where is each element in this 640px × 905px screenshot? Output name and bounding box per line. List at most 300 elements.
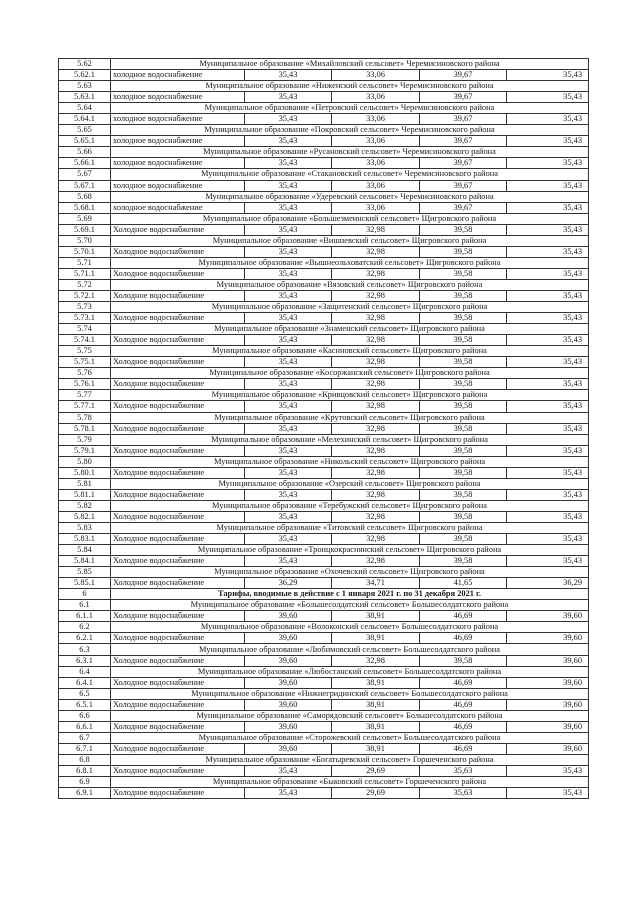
tariff-value-3: 35,63: [420, 766, 507, 777]
service-name: холодное водоснабжение: [111, 202, 245, 213]
tariff-value-1: 39,60: [245, 699, 332, 710]
tariff-value-2: 32,98: [332, 246, 420, 257]
row-number: 6.1.1: [59, 611, 111, 622]
municipality-heading-row: [59, 600, 589, 611]
municipality-heading-row: [59, 103, 589, 114]
tariff-value-4: 35,43: [507, 534, 589, 545]
tariff-row: [59, 423, 589, 434]
row-number: 5.80: [59, 456, 111, 467]
tariff-value-4: 35,43: [507, 489, 589, 500]
tariff-value-4: 39,60: [507, 633, 589, 644]
service-name: Холодное водоснабжение: [111, 445, 245, 456]
municipality-name: Муниципальное образование «Большезмеинский сельсовет» Щигровского района: [111, 213, 589, 224]
tariff-value-3: 39,58: [420, 655, 507, 666]
tariff-value-4: 35,43: [507, 202, 589, 213]
row-number: 5.84: [59, 545, 111, 556]
row-number: 6.3.1: [59, 655, 111, 666]
tariff-row: [59, 379, 589, 390]
municipality-heading-row: [59, 500, 589, 511]
tariff-value-1: 35,43: [245, 379, 332, 390]
municipality-name: Муниципальное образование «Вишневский сельсовет» Щигровского района: [111, 235, 589, 246]
tariff-value-4: 35,43: [507, 788, 589, 799]
tariff-value-1: 39,60: [245, 677, 332, 688]
row-number: 5.85.1: [59, 578, 111, 589]
tariff-value-2: 38,91: [332, 677, 420, 688]
tariff-value-3: 46,69: [420, 699, 507, 710]
tariff-value-1: 35,43: [245, 313, 332, 324]
tariff-row: [59, 743, 589, 754]
tariff-row: [59, 401, 589, 412]
service-name: холодное водоснабжение: [111, 136, 245, 147]
tariff-value-1: 35,43: [245, 158, 332, 169]
section-title: Тарифы, вводимые в действие с 1 января 2021 г. по 31 декабря 2021 г.: [111, 589, 589, 600]
tariff-row: [59, 246, 589, 257]
service-name: Холодное водоснабжение: [111, 788, 245, 799]
tariff-row: [59, 92, 589, 103]
municipality-name: Муниципальное образование «Троицкокраснянский сельсовет» Щигровского района: [111, 545, 589, 556]
tariff-row: [59, 313, 589, 324]
tariff-value-1: 35,43: [245, 202, 332, 213]
tariff-value-4: 35,43: [507, 114, 589, 125]
municipality-name: Муниципальное образование «Крутовский сельсовет» Щигровского района: [111, 412, 589, 423]
tariff-value-1: 35,43: [245, 92, 332, 103]
service-name: Холодное водоснабжение: [111, 357, 245, 368]
municipality-name: Муниципальное образование «Большесолдатский сельсовет» Большесолдатского района: [111, 600, 589, 611]
row-number: 5.69.1: [59, 224, 111, 235]
tariff-value-3: 46,69: [420, 677, 507, 688]
tariff-value-2: 32,98: [332, 655, 420, 666]
tariff-value-2: 33,06: [332, 114, 420, 125]
row-number: 6.5.1: [59, 699, 111, 710]
service-name: Холодное водоснабжение: [111, 766, 245, 777]
tariff-value-2: 38,91: [332, 611, 420, 622]
municipality-heading-row: [59, 412, 589, 423]
tariff-value-4: 39,60: [507, 655, 589, 666]
tariff-value-3: 39,58: [420, 290, 507, 301]
service-name: Холодное водоснабжение: [111, 246, 245, 257]
municipality-name: Муниципальное образование «Богатыревский сельсовет» Горшеченского района: [111, 754, 589, 765]
tariff-row: [59, 335, 589, 346]
row-number: 6.7.1: [59, 743, 111, 754]
tariff-value-1: 35,43: [245, 766, 332, 777]
municipality-heading-row: [59, 710, 589, 721]
tariff-value-1: 35,43: [245, 423, 332, 434]
municipality-name: Муниципальное образование «Сторожевский сельсовет» Большесолдатского района: [111, 732, 589, 743]
row-number: 6.8.1: [59, 766, 111, 777]
tariff-value-3: 46,69: [420, 611, 507, 622]
tariff-value-3: 39,67: [420, 180, 507, 191]
tariff-row: [59, 556, 589, 567]
tariff-value-4: 35,43: [507, 70, 589, 81]
tariff-value-1: 35,43: [245, 180, 332, 191]
tariff-value-2: 34,71: [332, 578, 420, 589]
tariff-value-3: 39,58: [420, 467, 507, 478]
row-number: 5.72: [59, 279, 111, 290]
tariff-value-3: 39,58: [420, 246, 507, 257]
tariff-row: [59, 114, 589, 125]
row-number: 5.83: [59, 522, 111, 533]
municipality-name: Муниципальное образование «Быковский сельсовет» Горшеченского района: [111, 777, 589, 788]
municipality-name: Муниципальное образование «Вышнеольховатский сельсовет» Щигровского района: [111, 257, 589, 268]
tariff-value-4: 35,43: [507, 766, 589, 777]
municipality-heading-row: [59, 545, 589, 556]
tariff-value-4: 35,43: [507, 556, 589, 567]
tariff-row: [59, 158, 589, 169]
tariff-value-1: 35,43: [245, 788, 332, 799]
tariff-value-3: 39,58: [420, 445, 507, 456]
tariff-row: [59, 611, 589, 622]
service-name: Холодное водоснабжение: [111, 467, 245, 478]
tariff-value-3: 39,58: [420, 379, 507, 390]
row-number: 6.5: [59, 688, 111, 699]
tariff-value-1: 39,60: [245, 743, 332, 754]
service-name: Холодное водоснабжение: [111, 313, 245, 324]
row-number: 6.1: [59, 600, 111, 611]
municipality-heading-row: [59, 191, 589, 202]
tariff-value-2: 38,91: [332, 699, 420, 710]
tariff-value-2: 32,98: [332, 379, 420, 390]
tariff-row: [59, 578, 589, 589]
row-number: 6.9: [59, 777, 111, 788]
municipality-heading-row: [59, 732, 589, 743]
row-number: 6.4.1: [59, 677, 111, 688]
municipality-name: Муниципальное образование «Русановский сельсовет» Черемисиновского района: [111, 147, 589, 158]
tariff-row: [59, 699, 589, 710]
municipality-heading-row: [59, 522, 589, 533]
municipality-heading-row: [59, 147, 589, 158]
tariff-value-1: 35,43: [245, 136, 332, 147]
row-number: 5.76: [59, 368, 111, 379]
row-number: 5.73: [59, 302, 111, 313]
tariff-value-3: 39,58: [420, 357, 507, 368]
municipality-heading-row: [59, 368, 589, 379]
tariff-value-3: 46,69: [420, 743, 507, 754]
tariff-row: [59, 467, 589, 478]
tariff-value-3: 46,69: [420, 633, 507, 644]
municipality-name: Муниципальное образование «Нижнегридинский сельсовет» Большесолдатского района: [111, 688, 589, 699]
row-number: 5.71: [59, 257, 111, 268]
tariff-value-4: 35,43: [507, 445, 589, 456]
tariff-value-2: 32,98: [332, 467, 420, 478]
row-number: 6: [59, 589, 111, 600]
municipality-name: Муниципальное образование «Михайловский сельсовет» Черемисиновского района: [111, 59, 589, 70]
municipality-name: Муниципальное образование «Саморядовский сельсовет» Большесолдатского района: [111, 710, 589, 721]
municipality-heading-row: [59, 567, 589, 578]
service-name: Холодное водоснабжение: [111, 534, 245, 545]
service-name: Холодное водоснабжение: [111, 224, 245, 235]
tariff-value-1: 35,43: [245, 445, 332, 456]
municipality-heading-row: [59, 279, 589, 290]
tariff-value-1: 35,43: [245, 401, 332, 412]
tariff-value-3: 39,58: [420, 489, 507, 500]
tariff-value-4: 35,43: [507, 401, 589, 412]
service-name: холодное водоснабжение: [111, 114, 245, 125]
tariff-row: [59, 70, 589, 81]
tariff-value-3: 35,63: [420, 788, 507, 799]
service-name: Холодное водоснабжение: [111, 556, 245, 567]
service-name: Холодное водоснабжение: [111, 633, 245, 644]
municipality-heading-row: [59, 666, 589, 677]
tariff-value-3: 39,58: [420, 423, 507, 434]
row-number: 5.67: [59, 169, 111, 180]
tariff-row: [59, 224, 589, 235]
tariff-value-2: 32,98: [332, 401, 420, 412]
municipality-heading-row: [59, 257, 589, 268]
row-number: 6.6.1: [59, 721, 111, 732]
service-name: Холодное водоснабжение: [111, 423, 245, 434]
tariff-value-1: 39,60: [245, 611, 332, 622]
row-number: 5.70.1: [59, 246, 111, 257]
tariff-value-2: 38,91: [332, 633, 420, 644]
tariff-value-1: 35,43: [245, 335, 332, 346]
row-number: 5.71.1: [59, 268, 111, 279]
tariff-row: [59, 489, 589, 500]
municipality-heading-row: [59, 169, 589, 180]
municipality-name: Муниципальное образование «Мелехинский сельсовет» Щигровского района: [111, 434, 589, 445]
service-name: Холодное водоснабжение: [111, 578, 245, 589]
tariff-value-2: 29,69: [332, 766, 420, 777]
tariff-value-4: 39,60: [507, 677, 589, 688]
row-number: 5.75.1: [59, 357, 111, 368]
tariff-value-4: 35,43: [507, 357, 589, 368]
row-number: 5.64: [59, 103, 111, 114]
tariff-value-4: 35,43: [507, 180, 589, 191]
tariff-value-3: 41,65: [420, 578, 507, 589]
tariff-row: [59, 136, 589, 147]
tariff-value-4: 39,60: [507, 743, 589, 754]
service-name: Холодное водоснабжение: [111, 379, 245, 390]
municipality-heading-row: [59, 302, 589, 313]
service-name: Холодное водоснабжение: [111, 335, 245, 346]
tariff-value-2: 32,98: [332, 335, 420, 346]
municipality-heading-row: [59, 478, 589, 489]
service-name: Холодное водоснабжение: [111, 677, 245, 688]
row-number: 5.63.1: [59, 92, 111, 103]
row-number: 6.2: [59, 622, 111, 633]
tariff-row: [59, 788, 589, 799]
tariff-row: [59, 655, 589, 666]
row-number: 5.76.1: [59, 379, 111, 390]
municipality-name: Муниципальное образование «Удеревский сельсовет» Черемисиновского района: [111, 191, 589, 202]
row-number: 5.67.1: [59, 180, 111, 191]
municipality-name: Муниципальное образование «Знаменский сельсовет» Щигровского района: [111, 324, 589, 335]
service-name: Холодное водоснабжение: [111, 401, 245, 412]
tariff-value-1: 35,43: [245, 534, 332, 545]
tariff-value-2: 32,98: [332, 313, 420, 324]
municipality-name: Муниципальное образование «Волоконский сельсовет» Большесолдатского района: [111, 622, 589, 633]
municipality-heading-row: [59, 81, 589, 92]
tariff-value-1: 39,60: [245, 633, 332, 644]
tariff-value-4: 39,60: [507, 699, 589, 710]
municipality-heading-row: [59, 390, 589, 401]
tariff-value-2: 29,69: [332, 788, 420, 799]
municipality-name: Муниципальное образование «Любимовский сельсовет» Большесолдатского района: [111, 644, 589, 655]
tariff-value-3: 39,58: [420, 268, 507, 279]
row-number: 6.3: [59, 644, 111, 655]
municipality-heading-row: [59, 456, 589, 467]
row-number: 5.77.1: [59, 401, 111, 412]
tariff-value-2: 32,98: [332, 224, 420, 235]
tariff-value-2: 33,06: [332, 180, 420, 191]
row-number: 5.78.1: [59, 423, 111, 434]
tariff-value-2: 32,98: [332, 489, 420, 500]
tariff-row: [59, 445, 589, 456]
row-number: 5.62.1: [59, 70, 111, 81]
row-number: 5.73.1: [59, 313, 111, 324]
municipality-name: Муниципальное образование «Вязовский сельсовет» Щигровского района: [111, 279, 589, 290]
tariff-value-2: 33,06: [332, 70, 420, 81]
tariff-row: [59, 534, 589, 545]
tariff-value-2: 33,06: [332, 158, 420, 169]
tariff-row: [59, 290, 589, 301]
row-number: 5.84.1: [59, 556, 111, 567]
tariff-value-3: 39,58: [420, 556, 507, 567]
tariff-table: [58, 58, 589, 799]
municipality-name: Муниципальное образование «Защитенский сельсовет» Щигровского района: [111, 302, 589, 313]
tariff-value-2: 32,98: [332, 534, 420, 545]
tariff-value-4: 35,43: [507, 335, 589, 346]
tariff-value-1: 35,43: [245, 224, 332, 235]
row-number: 5.62: [59, 59, 111, 70]
tariff-value-2: 32,98: [332, 511, 420, 522]
row-number: 5.80.1: [59, 467, 111, 478]
tariff-value-3: 39,67: [420, 158, 507, 169]
tariff-row: [59, 268, 589, 279]
tariff-value-1: 35,43: [245, 467, 332, 478]
row-number: 5.64.1: [59, 114, 111, 125]
municipality-heading-row: [59, 125, 589, 136]
row-number: 6.4: [59, 666, 111, 677]
tariff-value-4: 35,43: [507, 290, 589, 301]
municipality-heading-row: [59, 235, 589, 246]
tariff-value-2: 33,06: [332, 202, 420, 213]
tariff-value-2: 32,98: [332, 556, 420, 567]
tariff-value-1: 35,43: [245, 246, 332, 257]
tariff-value-1: 39,60: [245, 721, 332, 732]
tariff-value-4: 35,43: [507, 268, 589, 279]
row-number: 5.85: [59, 567, 111, 578]
tariff-value-2: 38,91: [332, 743, 420, 754]
row-number: 6.8: [59, 754, 111, 765]
tariff-row: [59, 677, 589, 688]
tariff-row: [59, 511, 589, 522]
municipality-heading-row: [59, 59, 589, 70]
service-name: холодное водоснабжение: [111, 92, 245, 103]
row-number: 6.2.1: [59, 633, 111, 644]
section-heading-row: [59, 589, 589, 600]
service-name: Холодное водоснабжение: [111, 611, 245, 622]
municipality-heading-row: [59, 434, 589, 445]
tariff-value-4: 35,43: [507, 379, 589, 390]
service-name: холодное водоснабжение: [111, 180, 245, 191]
tariff-table-body: [59, 59, 589, 799]
municipality-name: Муниципальное образование «Касиновский сельсовет» Щигровского района: [111, 346, 589, 357]
tariff-row: [59, 721, 589, 732]
service-name: Холодное водоснабжение: [111, 743, 245, 754]
tariff-row: [59, 633, 589, 644]
row-number: 5.65: [59, 125, 111, 136]
service-name: Холодное водоснабжение: [111, 489, 245, 500]
tariff-row: [59, 766, 589, 777]
row-number: 5.82.1: [59, 511, 111, 522]
tariff-value-4: 39,60: [507, 611, 589, 622]
tariff-value-1: 35,43: [245, 290, 332, 301]
row-number: 5.77: [59, 390, 111, 401]
tariff-value-3: 39,58: [420, 335, 507, 346]
municipality-name: Муниципальное образование «Охочевский сельсовет» Щигровского района: [111, 567, 589, 578]
municipality-name: Муниципальное образование «Никольский сельсовет» Щигровского района: [111, 456, 589, 467]
tariff-value-3: 39,58: [420, 224, 507, 235]
row-number: 5.66.1: [59, 158, 111, 169]
row-number: 5.63: [59, 81, 111, 92]
tariff-value-4: 35,43: [507, 136, 589, 147]
tariff-value-3: 46,69: [420, 721, 507, 732]
row-number: 5.79: [59, 434, 111, 445]
row-number: 5.65.1: [59, 136, 111, 147]
tariff-value-3: 39,67: [420, 202, 507, 213]
tariff-value-3: 39,67: [420, 70, 507, 81]
row-number: 5.74.1: [59, 335, 111, 346]
tariff-value-2: 38,91: [332, 721, 420, 732]
service-name: холодное водоснабжение: [111, 158, 245, 169]
municipality-heading-row: [59, 688, 589, 699]
service-name: Холодное водоснабжение: [111, 511, 245, 522]
row-number: 5.72.1: [59, 290, 111, 301]
tariff-value-1: 35,43: [245, 114, 332, 125]
municipality-heading-row: [59, 346, 589, 357]
service-name: Холодное водоснабжение: [111, 721, 245, 732]
tariff-value-1: 35,43: [245, 489, 332, 500]
row-number: 5.74: [59, 324, 111, 335]
municipality-name: Муниципальное образование «Покровский сельсовет» Черемисиновского района: [111, 125, 589, 136]
tariff-value-1: 35,43: [245, 268, 332, 279]
row-number: 6.7: [59, 732, 111, 743]
municipality-heading-row: [59, 622, 589, 633]
municipality-name: Муниципальное образование «Петровский сельсовет» Черемисиновского района: [111, 103, 589, 114]
tariff-value-2: 32,98: [332, 357, 420, 368]
row-number: 5.83.1: [59, 534, 111, 545]
municipality-name: Муниципальное образование «Любостанский сельсовет» Большесолдатского района: [111, 666, 589, 677]
row-number: 5.81.1: [59, 489, 111, 500]
row-number: 5.68: [59, 191, 111, 202]
tariff-row: [59, 357, 589, 368]
row-number: 5.70: [59, 235, 111, 246]
municipality-name: Муниципальное образование «Озерский сельсовет» Щигровского района: [111, 478, 589, 489]
municipality-heading-row: [59, 777, 589, 788]
tariff-row: [59, 180, 589, 191]
tariff-value-2: 32,98: [332, 268, 420, 279]
tariff-value-3: 39,67: [420, 114, 507, 125]
tariff-value-1: 35,43: [245, 556, 332, 567]
row-number: 5.81: [59, 478, 111, 489]
tariff-value-1: 35,43: [245, 357, 332, 368]
row-number: 6.6: [59, 710, 111, 721]
tariff-value-2: 33,06: [332, 92, 420, 103]
tariff-value-3: 39,58: [420, 401, 507, 412]
service-name: Холодное водоснабжение: [111, 655, 245, 666]
tariff-value-4: 35,43: [507, 224, 589, 235]
tariff-value-3: 39,58: [420, 313, 507, 324]
municipality-name: Муниципальное образование «Теребужский сельсовет» Щигровского района: [111, 500, 589, 511]
tariff-value-2: 32,98: [332, 445, 420, 456]
row-number: 6.9.1: [59, 788, 111, 799]
municipality-name: Муниципальное образование «Ниженский сельсовет» Черемисиновского района: [111, 81, 589, 92]
tariff-value-3: 39,67: [420, 92, 507, 103]
tariff-value-3: 39,58: [420, 534, 507, 545]
tariff-value-2: 33,06: [332, 136, 420, 147]
row-number: 5.69: [59, 213, 111, 224]
tariff-value-1: 39,60: [245, 655, 332, 666]
